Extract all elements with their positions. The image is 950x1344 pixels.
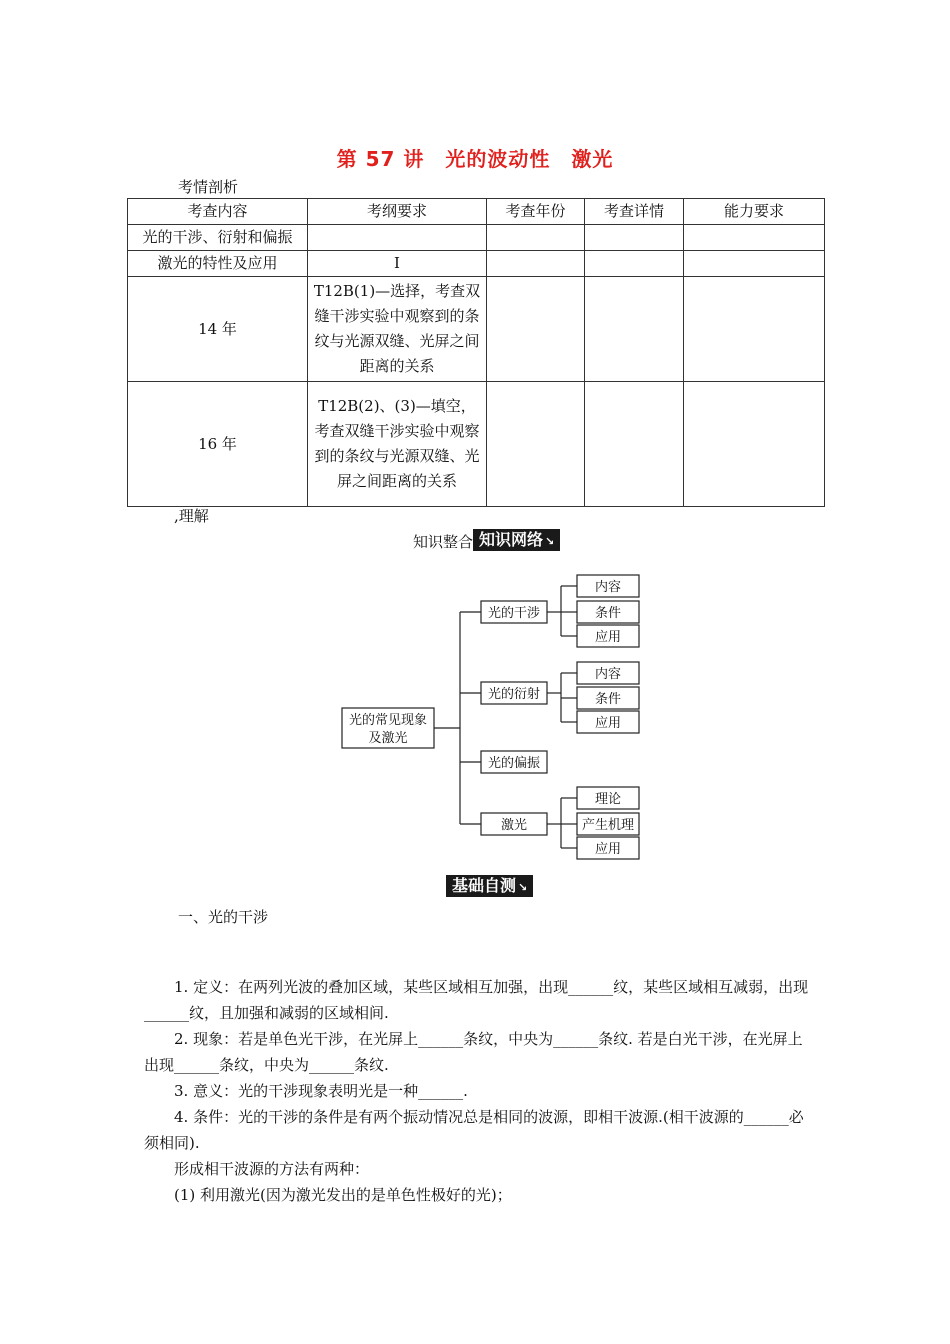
mindmap-leaf: 产生机理 <box>581 818 635 833</box>
table-header: 考纲要求 <box>308 199 487 225</box>
mindmap-leaf: 应用 <box>594 716 622 731</box>
section-label: 考情剖析 <box>178 178 239 196</box>
mindmap-branch: 激光 <box>500 818 528 833</box>
table-header: 考查内容 <box>128 199 308 225</box>
mindmap-leaf: 应用 <box>594 842 622 857</box>
mindmap-branch: 光的干涉 <box>487 606 541 621</box>
mindmap-root-line1: 光的常见现象 <box>348 713 428 728</box>
mindmap-root-line2: 及激光 <box>368 731 408 746</box>
mindmap-leaf: 内容 <box>594 667 622 682</box>
table-cell: 16 年 <box>128 382 308 507</box>
table-cell: 激光的特性及应用 <box>128 251 308 277</box>
mindmap-leaf: 理论 <box>594 792 622 807</box>
mindmap-branch: 光的衍射 <box>487 687 541 702</box>
after-table-text: ,理解 <box>174 507 209 525</box>
page-title: 第 57 讲 光的波动性 激光 <box>336 147 614 171</box>
paragraph: 4. 条件：光的干涉的条件是有两个振动情况总是相同的波源，即相干波源.(相干波源的______必须相同). <box>144 1108 804 1152</box>
mindmap-leaf: 条件 <box>594 692 622 707</box>
body-text <box>144 974 814 1208</box>
arrow-icon: ↘ <box>518 881 528 894</box>
arrow-icon: ↘ <box>545 535 555 548</box>
paragraph: 2. 现象：若是单色光干涉，在光屏上______条纹，中央为______条纹. 若是白光干涉，在光屏上出现______条纹，中央为______条纹. <box>144 1030 803 1074</box>
table-cell: T12B(1)—选择，考查双缝干涉实验中观察到的条纹与光源双缝、光屏之间距离的关系 <box>308 277 487 382</box>
table-cell: T12B(2)、(3)—填空，考查双缝干涉实验中观察到的条纹与光源双缝、光屏之间距离的关系 <box>308 382 487 507</box>
table-cell: 14 年 <box>128 277 308 382</box>
table-header: 能力要求 <box>684 199 825 225</box>
paragraph: (1) 利用激光(因为激光发出的是单色性极好的光)； <box>174 1186 512 1204</box>
knowledge-network-tag-label: 知识网络 <box>479 530 544 549</box>
table-cell: Ⅰ <box>308 251 487 277</box>
paragraph: 形成相干波源的方法有两种： <box>174 1160 370 1178</box>
mindmap-leaf: 应用 <box>594 630 622 645</box>
mindmap-leaf: 条件 <box>594 606 622 621</box>
self-test-tag-label: 基础自测 <box>452 876 517 895</box>
section-heading: 一、光的干涉 <box>178 908 269 926</box>
table-header: 考查详情 <box>585 199 684 225</box>
self-test-heading <box>446 875 533 897</box>
table-header: 考查年份 <box>487 199 585 225</box>
paragraph: 1. 定义：在两列光波的叠加区域，某些区域相互加强，出现______纹，某些区域相互减弱，出现______纹，且加强和减弱的区域相间. <box>144 978 809 1022</box>
knowledge-prefix: 知识整合 <box>413 533 474 551</box>
paragraph: 3. 意义：光的干涉现象表明光是一种______. <box>174 1082 468 1100</box>
mindmap-leaf: 内容 <box>594 580 622 595</box>
table-cell: 光的干涉、衍射和偏振 <box>128 225 308 251</box>
self-test-tag <box>446 875 533 897</box>
mindmap-branch: 光的偏振 <box>487 756 541 771</box>
